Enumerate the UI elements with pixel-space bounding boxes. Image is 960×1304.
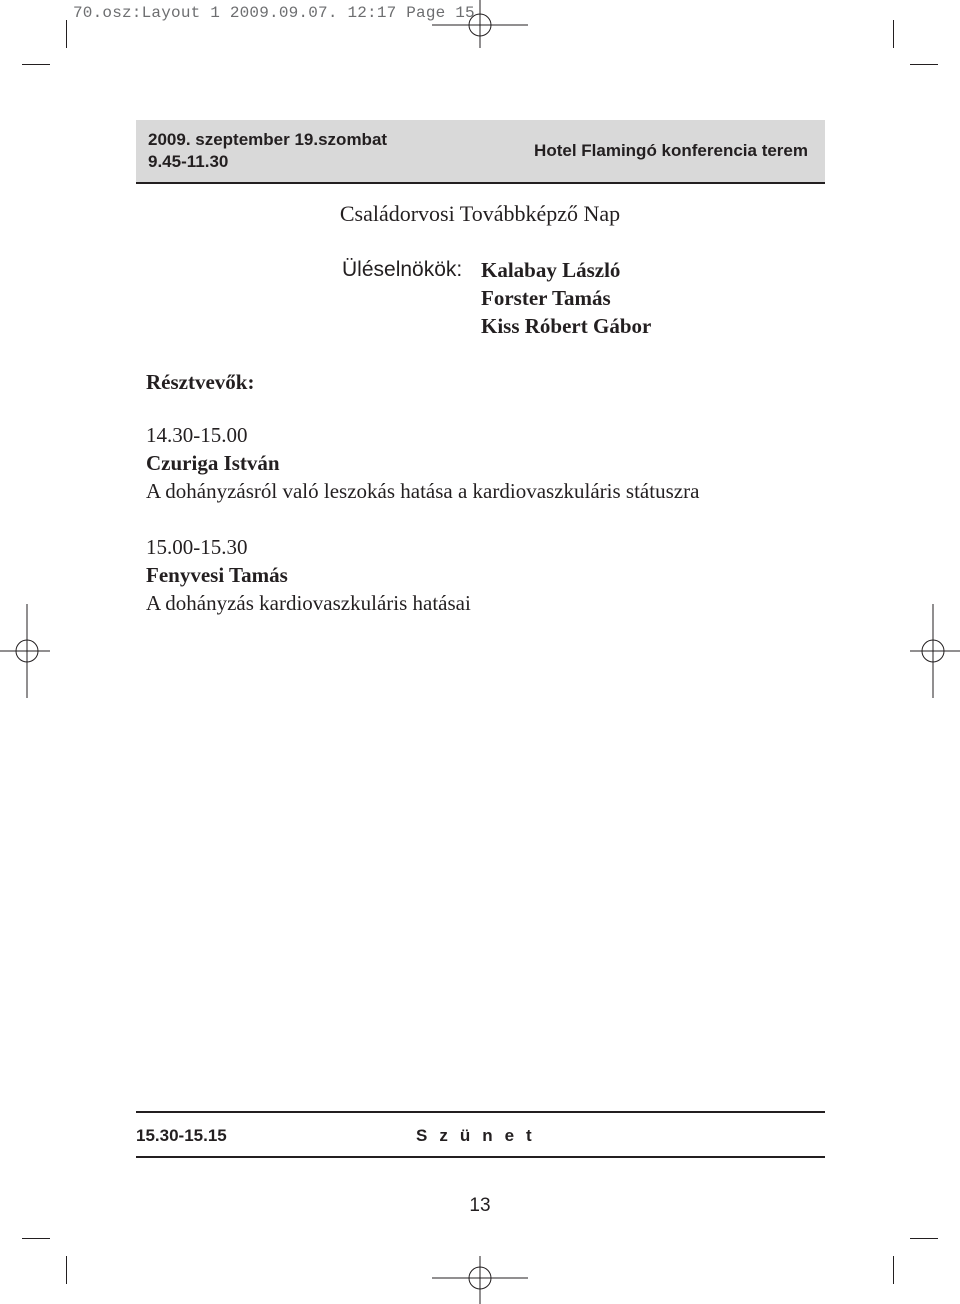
talk-title: A dohányzásról való leszokás hatása a kardiovaszkuláris státuszra — [146, 479, 700, 503]
talk-time: 14.30-15.00 — [146, 423, 248, 447]
break-top-rule — [136, 1111, 825, 1113]
break-label: Szünet — [416, 1126, 544, 1145]
talk-speaker: Fenyvesi Tamás — [146, 563, 288, 587]
participants-heading: Résztvevők: — [146, 370, 255, 394]
printer-slug: 70.osz:Layout 1 2009.09.07. 12:17 Page 15 — [73, 4, 475, 22]
talk-time: 15.00-15.30 — [146, 535, 248, 559]
talk-title: A dohányzás kardiovaszkuláris hatásai — [146, 591, 471, 615]
page-number: 13 — [469, 1195, 491, 1216]
talk-item — [146, 533, 471, 617]
session-date: 2009. szeptember 19.szombat — [148, 130, 388, 149]
chair-name: Forster Tamás — [481, 286, 611, 310]
break-time: 15.30-15.15 — [136, 1126, 227, 1145]
chairs-list — [481, 256, 651, 340]
chair-name: Kiss Róbert Gábor — [481, 314, 652, 338]
talk-item — [146, 421, 699, 505]
session-venue: Hotel Flamingó konferencia terem — [534, 141, 808, 160]
session-title: Családorvosi Továbbképző Nap — [339, 201, 621, 226]
chair-name: Kalabay László — [481, 258, 621, 282]
chairs-label: Üléselnökök: — [342, 258, 463, 281]
session-time: 9.45-11.30 — [148, 152, 229, 171]
talk-speaker: Czuriga István — [146, 451, 280, 475]
break-bottom-rule — [136, 1156, 825, 1158]
